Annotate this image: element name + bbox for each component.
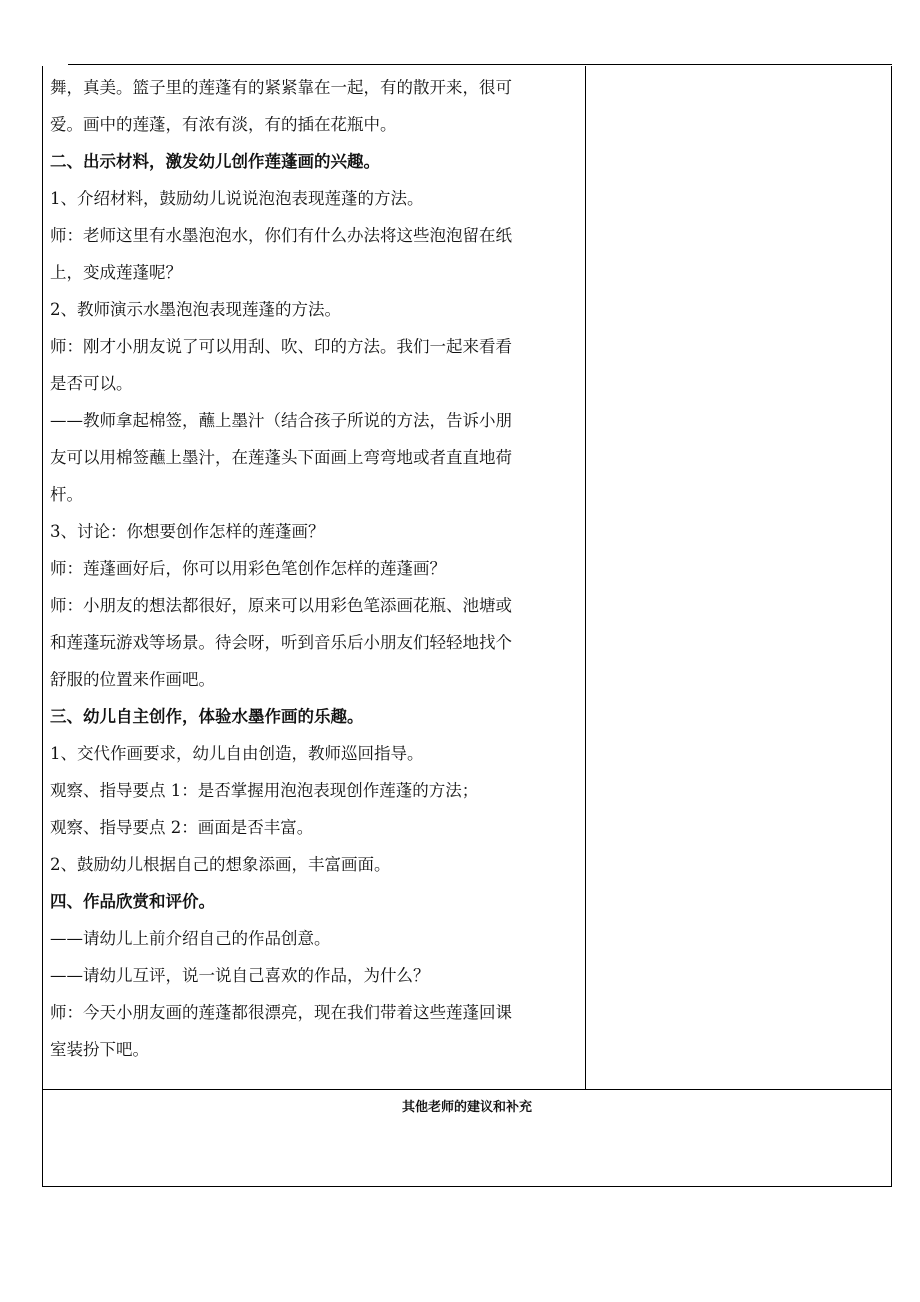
- content-line: ——请幼儿互评，说一说自己喜欢的作品，为什么？: [50, 966, 430, 985]
- content-line: 师：莲蓬画好后，你可以用彩色笔创作怎样的莲蓬画？: [50, 559, 446, 578]
- content-line: 师：老师这里有水墨泡泡水，你们有什么办法将这些泡泡留在纸: [50, 226, 512, 245]
- content-line: 观察、指导要点 2：画面是否丰富。: [50, 818, 314, 837]
- suggestions-table: [42, 1090, 892, 1187]
- notes-cell: [586, 66, 891, 1090]
- section-heading: 二、出示材料，激发幼儿创作莲蓬画的兴趣。: [50, 152, 380, 171]
- content-line: 2、鼓励幼儿根据自己的想象添画，丰富画面。: [50, 855, 391, 874]
- content-line: 师：刚才小朋友说了可以用刮、吹、印的方法。我们一起来看看: [50, 337, 512, 356]
- content-line: 2、教师演示水墨泡泡表现莲蓬的方法。: [50, 300, 341, 319]
- content-line: 是否可以。: [50, 374, 133, 393]
- content-line: ——教师拿起棉签，蘸上墨汁（结合孩子所说的方法，告诉小朋: [50, 411, 512, 430]
- content-line: 1、交代作画要求，幼儿自由创造，教师巡回指导。: [50, 744, 424, 763]
- top-border-line: [68, 64, 892, 65]
- section-heading: 四、作品欣赏和评价。: [50, 892, 215, 911]
- content-line: 爱。画中的莲蓬，有浓有淡，有的插在花瓶中。: [50, 115, 397, 134]
- section-heading: 三、幼儿自主创作，体验水墨作画的乐趣。: [50, 707, 364, 726]
- content-line: 师：小朋友的想法都很好，原来可以用彩色笔添画花瓶、池塘或: [50, 596, 512, 615]
- content-line: 舒服的位置来作画吧。: [50, 670, 215, 689]
- content-line: 上，变成莲蓬呢？: [50, 263, 182, 282]
- content-line: 友可以用棉签蘸上墨汁，在莲蓬头下面画上弯弯地或者直直地荷: [50, 448, 512, 467]
- suggestions-title: 其他老师的建议和补充: [401, 1100, 532, 1115]
- content-line: 师：今天小朋友画的莲蓬都很漂亮，现在我们带着这些莲蓬回课: [50, 1003, 512, 1022]
- content-line: 观察、指导要点 1：是否掌握用泡泡表现创作莲蓬的方法；: [50, 781, 479, 800]
- content-line: 和莲蓬玩游戏等场景。待会呀，听到音乐后小朋友们轻轻地找个: [50, 633, 512, 652]
- content-line: ——请幼儿上前介绍自己的作品创意。: [50, 929, 331, 948]
- content-line: 1、介绍材料，鼓励幼儿说说泡泡表现莲蓬的方法。: [50, 189, 424, 208]
- content-line: 杆。: [50, 485, 83, 504]
- content-line: 3、讨论：你想要创作怎样的莲蓬画？: [50, 522, 325, 541]
- content-line: 室装扮下吧。: [50, 1040, 149, 1059]
- lesson-content-cell: [50, 66, 580, 1068]
- content-line: 舞，真美。篮子里的莲蓬有的紧紧靠在一起，有的散开来，很可: [50, 78, 512, 97]
